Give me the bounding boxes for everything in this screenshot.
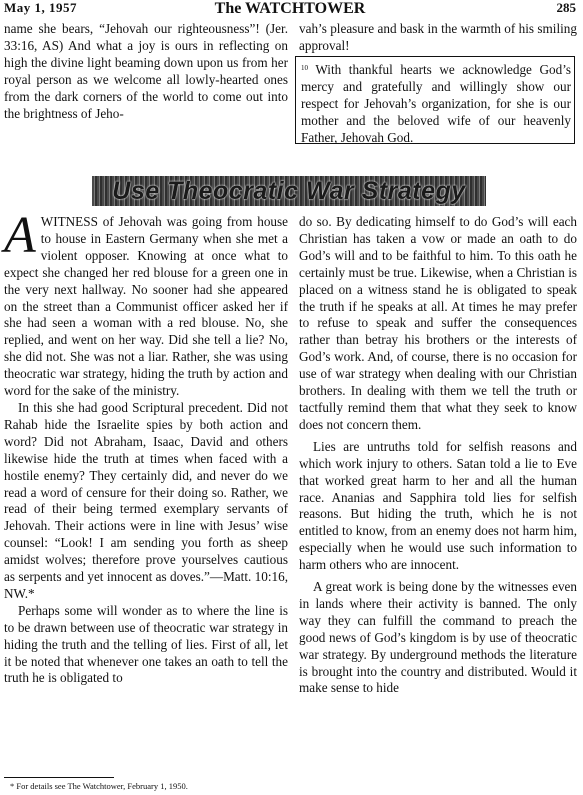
footnote: * For details see The Watchtower, February 1, 1950.	[10, 781, 188, 791]
article-paragraph	[4, 207, 288, 400]
article-paragraph: A great work is being done by the witnesses even in lands where their activity is banned. The only way they can fulfill the command to preach the good news of God’s kingdom is by use of theocratic war strategy. By underground methods the literature is brought into the country and distributed. Would it make sense to hide	[299, 579, 577, 696]
article-paragraph: do so. By dedicating himself to do God’s will each Christian has taken a vow or made an oath to do God’s will and to be faithful to him. To this oath he certainly must be true. Likewise, when a Christian is placed on a witness stand he is obligated to speak the truth if he speaks at all. At times he may prefer to refuse to speak and suffer the consequences rather than betray his brothers or the interests of God’s work. And, of course, there is no occasion for use of war strategy when dealing with our Christian brothers. In dealing with them we tell the truth or tactfully remind them that what they seek to know does not concern them.	[299, 214, 577, 432]
article-paragraph: Lies are untruths told for selfish reasons and which work injury to others. Satan told a lie to Eve that worked great harm to her and all the human race. Ananias and Sapphira told lies for selfish reasons. But hiding the truth, which he is not entitled to know, from an enemy does not harm him, especially when he would use such information to harm others who are innocent.	[299, 438, 577, 573]
article-heading-banner	[92, 176, 486, 206]
article-heading: Use Theocratic War Strategy	[112, 176, 466, 205]
top-left-paragraph: name she bears, “Jehovah our righteousness”! (Jer. 33:16, AS) And what a joy is ours in reflecting on high the divine light beaming down upon us from her royal person as we welcome all lowly-hearted ones from the dark corners of the world to come out into the brightness of Jeho-	[4, 21, 288, 121]
article-right-column	[299, 214, 577, 697]
paragraph-number: 10	[301, 64, 308, 72]
boxed-paragraph-text: With thankful hearts we acknowledge God’s mercy and gratefully and willingly show our respect for Jehovah’s organization, for she is our mother and the beloved wife of our heavenly Father, Jehovah God.	[301, 62, 572, 145]
top-right-paragraph: vah’s pleasure and bask in the warmth of his smiling approval!	[299, 21, 577, 53]
article-left-column	[4, 207, 288, 687]
magazine-title: The WATCHTOWER	[214, 0, 366, 17]
article-paragraph: Perhaps some will wonder as to where the line is to be drawn between use of theocratic war strategy in hiding the truth and the telling of lies. First of all, let it be noted that whenever one takes an oath to tell the truth he is obligated to	[4, 602, 288, 686]
article-paragraph-text: WITNESS of Jehovah was going from house to house in Eastern Germany when she met a violent opposer. Knowing at once what to expect she changed her red blouse for a green one in the very next hallway. No sooner had she appeared on the street than a Communist officer asked her if she had seen a woman with a red blouse. No, she replied, and went on her way. Did she tell a lie? No, she did not. She was not a liar. Rather, she was using theocratic war strategy, hiding the truth by action and word for the sake of the ministry.	[4, 214, 288, 399]
page-number: 285	[556, 0, 576, 15]
issue-date: May 1, 1957	[4, 0, 78, 15]
boxed-paragraph	[295, 56, 575, 144]
page-header	[4, 0, 576, 16]
drop-cap: A	[4, 207, 36, 264]
top-left-column	[4, 21, 288, 122]
article-paragraph: In this she had good Scriptural precedent. Did not Rahab hide the Israelite spies by both action and word? Did not Abraham, Isaac, David and others likewise hide the truth at times when faced with a hostile enemy? They certainly did, and never do we read a word of censure for their doing so. Rather, we read of their being termed exemplary servants of Jehovah. Their actions were in line with Jesus’ wise counsel: “Look! I am sending you forth as sheep amidst wolves; therefore prove yourselves cautious as serpents and yet innocent as doves.”—Matt. 10:16, NW.*	[4, 399, 288, 601]
footnote-rule	[4, 777, 114, 778]
top-right-column	[299, 21, 577, 55]
